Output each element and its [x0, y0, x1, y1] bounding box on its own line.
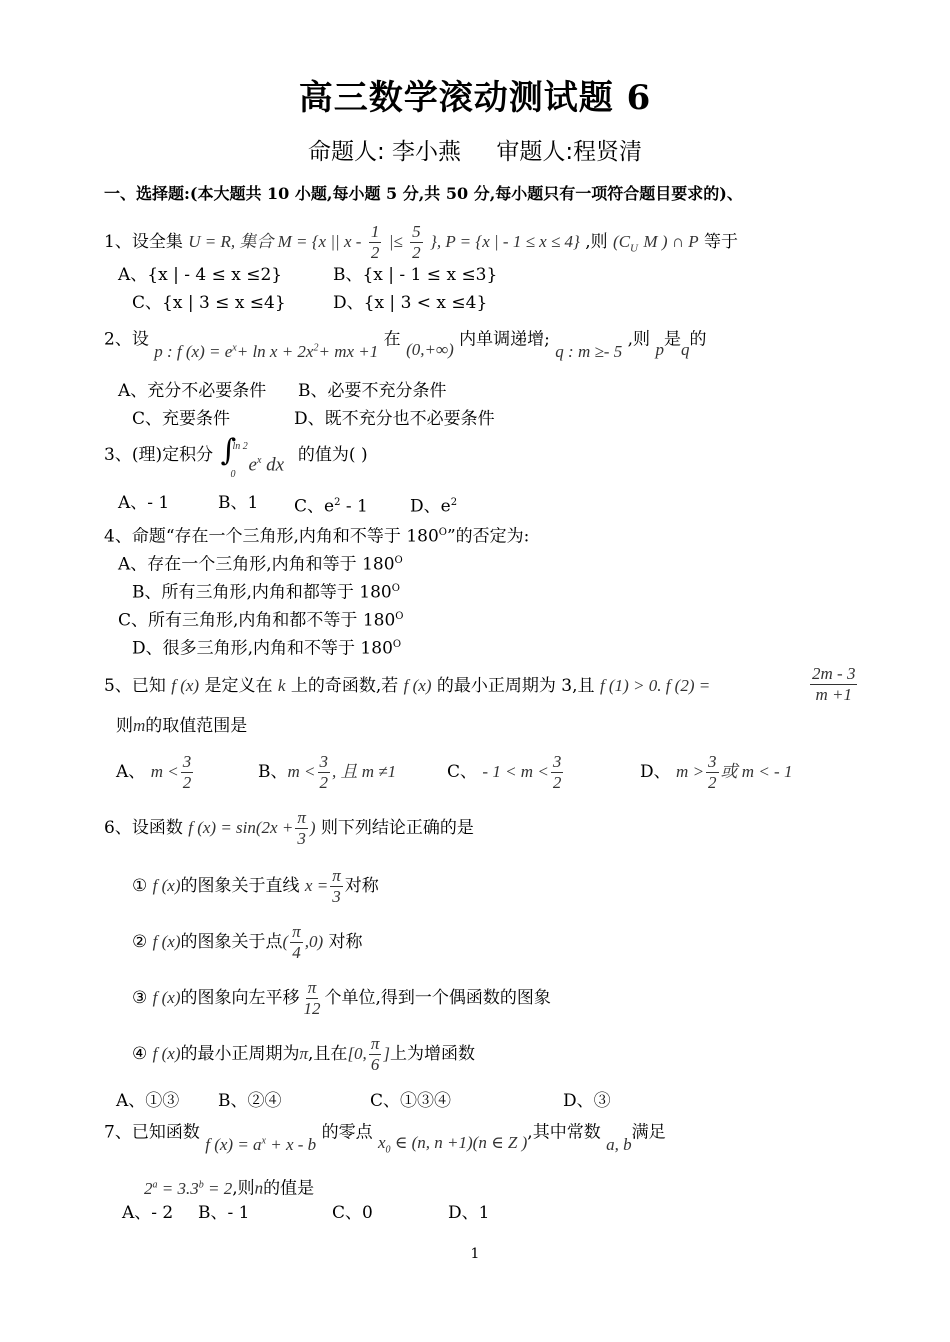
question-4-option-b: B、所有三角形,内角和都等于 $180^O$ [132, 582, 400, 603]
question-1-option-b: B、{x | - 1 ≤ x ≤3} [333, 265, 498, 285]
question-7-option-c: C、0 [332, 1203, 373, 1223]
question-2-option-b: B、必要不充分条件 [298, 381, 447, 401]
question-5-stem: 5、已知 f (x) 是定义在 k 上的奇函数,若 f (x) 的最小正周期为 3,且 f (1) > 0. f (2) = [104, 676, 711, 696]
question-5-option-b: B、m < $\frac{3}{2}$ , 且 m ≠1 [258, 752, 397, 792]
question-5-option-d: D、 m > $\frac{3}{2}$ 或 m < - 1 [640, 752, 793, 792]
setter-name: 命题人: 李小燕 [307, 139, 461, 165]
question-4-option-c: C、所有三角形,内角和都不等于 $180^O$ [118, 610, 404, 631]
authors-line [0, 133, 950, 166]
question-7-stem: 7、已知函数 f $(x) = a^x + x - b$ 的零点 $x_0$ ∈ (n, n +1)(n ∈ Z ),其中常数 a, b满足 [104, 1122, 666, 1156]
question-6-option-b: B、②④ [218, 1091, 282, 1111]
question-3-option-c: C、$e^2 - 1$ [294, 496, 368, 517]
question-7-condition: 2$^a$ = 3.3$^b$ = 2,则n的值是 [144, 1178, 315, 1199]
question-1-option-d: D、{x | 3 < x ≤4} [333, 293, 488, 313]
integral-sign-icon: ∫ [220, 433, 237, 468]
question-6-option-a: A、①③ [116, 1091, 180, 1111]
question-6-stem: 6、设函数 f (x) = sin(2x + $\frac{\pi}{3}$ ) 则下列结论正确的是 [104, 808, 474, 848]
question-1-option-a: A、{x | - 4 ≤ x ≤2} [118, 265, 283, 285]
question-6-option-d: D、③ [563, 1091, 611, 1111]
question-4-option-a: A、存在一个三角形,内角和等于 $180^O$ [118, 554, 403, 575]
question-6-statement-3: ③ f (x)的图象向左平移 $\frac{\pi}{12}$ 个单位,得到一个偶函数的图象 [132, 978, 551, 1018]
question-7-option-d: D、1 [448, 1203, 490, 1223]
question-7-option-b: B、- 1 [198, 1203, 250, 1223]
question-6-statement-4: ④ f (x)的最小正周期为π,且在[0, $\frac{\pi}{6}$ ]上为增函数 [132, 1034, 475, 1074]
page-number: 1 [470, 1246, 480, 1262]
question-7-option-a: A、- 2 [122, 1203, 174, 1223]
integral: ∫ ln 2 0 $e^x$ dx [220, 433, 285, 480]
question-6-statement-2: ② f (x)的图象关于点( $\frac{\pi}{4}$ ,0) 对称 [132, 922, 363, 962]
fraction: $\frac{2m - 3}{m +1}$ [812, 664, 856, 704]
fraction: $\frac{1}{2}$ [370, 222, 380, 262]
section-heading: 一、选择题:(本大题共 10 小题,每小题 5 分,共 50 分,每小题只有一项符合题目要求的)、 [104, 184, 743, 203]
question-3-option-a: A、- 1 [118, 493, 170, 513]
question-5-option-c: C、 - 1 < m < $\frac{3}{2}$ [447, 752, 562, 792]
question-2-option-a: A、充分不必要条件 [118, 381, 267, 401]
page-title: 高三数学滚动测试题 6 [298, 78, 652, 118]
question-3-stem: 3、(理)定积分 ∫ ln 2 0 $e^x$ dx 的值为( ) [104, 433, 368, 480]
question-1-stem: 1、设全集 U = R, 集合 M = {x || x - $\frac{1}{2}$ |≤ $\frac{5}{2}$ }, P = {x | - 1 ≤ x ≤ 4} ,则 ($C_U$ M ) ∩ P 等于 [104, 222, 739, 262]
question-4-stem: 4、命题“存在一个三角形,内角和不等于 $180^O$”的否定为: [104, 526, 530, 547]
question-6-statement-1: ① f (x)的图象关于直线 x = $\frac{\pi}{3}$ 对称 [132, 866, 379, 906]
question-6-option-c: C、①③④ [370, 1091, 452, 1111]
reviewer-name: 审题人:程贤清 [496, 139, 643, 165]
question-2-stem: 2、设 p : f $(x) = e^x+ \ln x + 2x^2+$ mx +1 在 (0,+∞) 内单调递增; q : m ≥- 5 ,则 p是q的 [104, 329, 707, 361]
fraction: $\frac{5}{2}$ [412, 222, 421, 262]
question-5-option-a: A、 m < $\frac{3}{2}$ [116, 752, 192, 792]
question-4-option-d: D、很多三角形,内角和不等于 $180^O$ [132, 638, 402, 659]
question-2-option-d: D、既不充分也不必要条件 [294, 409, 495, 429]
question-3-option-b: B、1 [218, 493, 259, 513]
question-1-option-c: C、{x | 3 ≤ x ≤4} [132, 293, 286, 313]
question-5-line2: 则m的取值范围是 [116, 716, 248, 736]
question-2-option-c: C、充要条件 [132, 409, 231, 429]
question-3-option-d: D、$e^2$ [410, 496, 458, 517]
